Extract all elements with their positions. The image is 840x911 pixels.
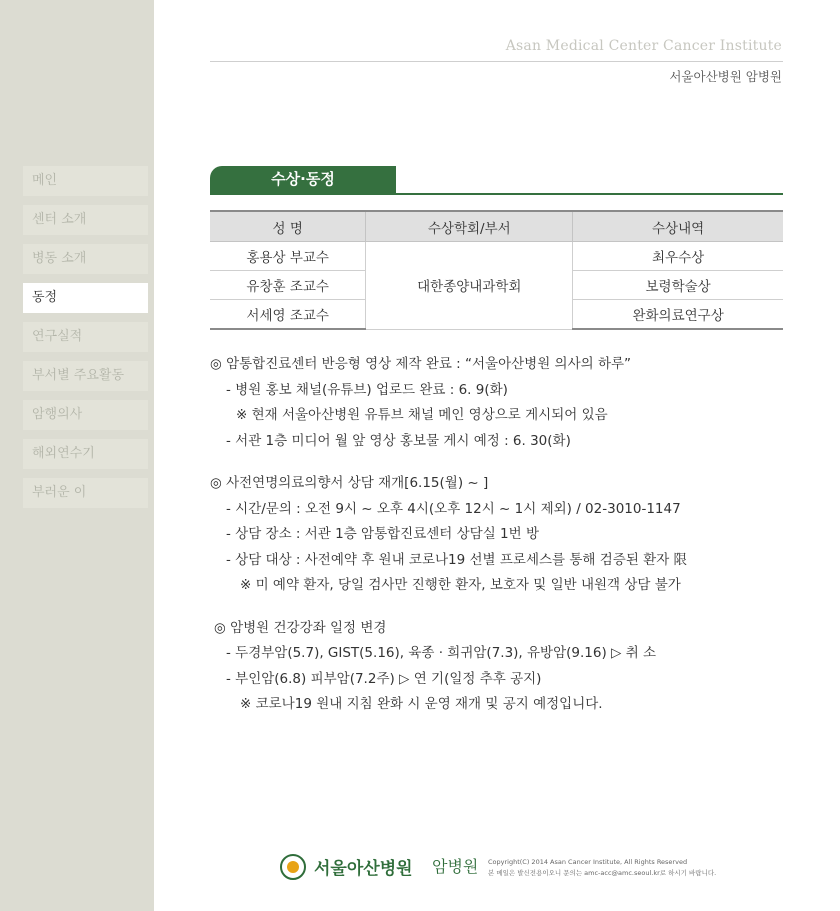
news-block-counseling	[210, 471, 790, 599]
footer-copyright-line: Copyright(C) 2014 Asan Cancer Institute, All Rights Reserved	[488, 858, 688, 866]
table-cell-name: 서세영 조교수	[210, 300, 366, 330]
news-line: - 상담 대상 : 사전예약 후 원내 코로나19 선별 프로세스를 통해 검증된 환자 限	[226, 551, 688, 568]
awards-table	[210, 210, 783, 330]
table-cell-society: 대한종양내과학회	[366, 242, 573, 330]
news-line: - 상담 장소 : 서관 1층 암통합진료센터 상담실 1번 방	[226, 526, 539, 542]
section-title-tab: 수상·동정	[210, 166, 396, 193]
news-block-video	[210, 352, 790, 454]
sidebar-item-ward-intro[interactable]: 병동 소개	[23, 244, 148, 274]
sidebar-item-overseas-training[interactable]: 해외연수기	[23, 439, 148, 469]
news-line: - 서관 1층 미디어 월 앞 영상 홍보물 게시 예정 : 6. 30(화)	[226, 432, 571, 449]
news-line: - 병원 홍보 채널(유튜브) 업로드 완료 : 6. 9(화)	[226, 381, 508, 398]
news-title: ◎ 암통합진료센터 반응형 영상 제작 완료 : “서울아산병원 의사의 하루”	[210, 356, 632, 372]
news-block-lecture	[210, 616, 790, 718]
footer-copyright	[488, 857, 716, 879]
news-note: ※ 코로나19 원내 지침 완화 시 운영 재개 및 공지 예정입니다.	[240, 696, 603, 712]
table-cell-award: 최우수상	[573, 242, 783, 271]
news-note: ※ 미 예약 환자, 당일 검사만 진행한 환자, 보호자 및 일반 내원객 상담 불가	[240, 577, 681, 593]
table-cell-award: 보령학술상	[573, 271, 783, 300]
sidebar-item-research[interactable]: 연구실적	[23, 322, 148, 352]
hospital-logo-icon	[280, 854, 306, 880]
footer-logo-name: 서울아산병원	[314, 859, 413, 879]
news-title: ◎ 사전연명의료의향서 상담 재개[6.15(월) ~ ]	[210, 475, 489, 491]
table-cell-name: 유창훈 조교수	[210, 271, 366, 300]
table-header-name: 성 명	[210, 211, 366, 242]
table-cell-name: 홍용상 부교수	[210, 242, 366, 271]
table-header-award: 수상내역	[573, 211, 783, 242]
sidebar-item-main[interactable]: 메인	[23, 166, 148, 196]
news-line: - 시간/문의 : 오전 9시 ~ 오후 4시(오후 12시 ~ 1시 제외) / 02-3010-1147	[226, 500, 681, 517]
sidebar-item-envied-one[interactable]: 부러운 이	[23, 478, 148, 508]
sidebar-item-center-intro[interactable]: 센터 소개	[23, 205, 148, 235]
news-title: ◎ 암병원 건강강좌 일정 변경	[214, 619, 387, 636]
news-body	[210, 352, 790, 735]
section-divider	[210, 193, 783, 195]
sidebar-item-secret-doctor[interactable]: 암행의사	[23, 400, 148, 430]
header-divider	[210, 61, 783, 62]
table-cell-award: 완화의료연구상	[573, 300, 783, 330]
footer-notice-line: 본 메일은 발신전용이오니 문의는 amc-acc@amc.seoul.kr로 하시기 바랍니다.	[488, 869, 717, 877]
sidebar-item-news[interactable]: 동정	[23, 283, 148, 313]
footer-logo-sub: 암병원	[432, 857, 479, 876]
table-header-society: 수상학회/부서	[366, 211, 573, 242]
sidebar	[0, 0, 154, 911]
sidebar-item-dept-activities[interactable]: 부서별 주요활동	[23, 361, 148, 391]
footer	[280, 852, 740, 886]
news-line: - 부인암(6.8) 피부암(7.2주) ▷ 연 기(일정 추후 공지)	[226, 670, 542, 687]
news-line: - 두경부암(5.7), GIST(5.16), 육종 · 희귀암(7.3), 유방암(9.16) ▷ 취 소	[226, 645, 657, 661]
header-korean-name: 서울아산병원 암병원	[669, 69, 782, 84]
table-header-row	[210, 211, 783, 242]
header-english-name: Asan Medical Center Cancer Institute	[505, 38, 782, 54]
table-row	[210, 242, 783, 271]
news-note: ※ 현재 서울아산병원 유튜브 채널 메인 영상으로 게시되어 있음	[236, 407, 608, 423]
